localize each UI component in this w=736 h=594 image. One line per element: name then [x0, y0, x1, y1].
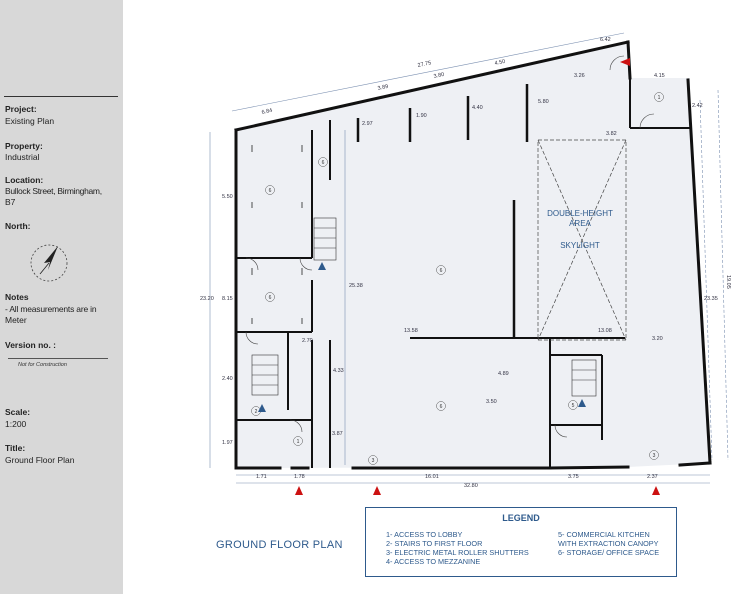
room-tag-label: 6: [439, 268, 443, 274]
project-label: Project:: [5, 104, 37, 114]
title-label: Title:: [5, 443, 26, 453]
dimension-pillar-d: 5.80: [538, 99, 549, 105]
wall: [680, 463, 710, 465]
divider: [8, 358, 108, 359]
notes-line-1: - All measurements are in: [5, 304, 97, 314]
legend-item: 5- COMMERCIAL KITCHEN: [558, 530, 650, 539]
dimension-top-f: 4.15: [654, 73, 665, 79]
dimension-small-w: 3.50: [486, 399, 497, 405]
dimension-top-b: 3.89: [377, 83, 389, 92]
dimension-right-inner: 23.35: [704, 296, 718, 302]
floor-plan-drawing: [123, 0, 736, 594]
version-label: Version no. :: [5, 340, 57, 350]
dimension-room-a: 2.40: [222, 376, 233, 382]
dimension-pillar-b: 1.90: [416, 113, 427, 119]
entrance-arrow-icon: [295, 486, 303, 495]
room-tag-label: 5: [571, 403, 575, 409]
project-value: Existing Plan: [5, 116, 55, 126]
version-value: Not for Construction: [18, 362, 67, 368]
dimension-office-h: 8.15: [222, 296, 233, 302]
notes-line-2: Meter: [5, 315, 27, 325]
dimension-top-overall: 27.75: [417, 60, 432, 69]
north-arrow-icon: [26, 240, 76, 286]
dimension-bottom-e: 2.37: [647, 474, 658, 480]
dimension-room-c: 1.97: [222, 440, 233, 446]
legend-box: [365, 507, 677, 577]
dimension-corridor-right: 13.08: [598, 328, 612, 334]
legend-item: 6- STORAGE/ OFFICE SPACE: [558, 548, 660, 557]
location-label: Location:: [5, 175, 44, 185]
room-tag-label: 3: [652, 453, 656, 459]
dimension-right-top: 2.42: [692, 103, 703, 109]
legend-item: 3- ELECTRIC METAL ROLLER SHUTTERS: [386, 548, 529, 557]
dimension-office-h2: 5.50: [222, 194, 233, 200]
dimension-bottom-a: 1.71: [256, 474, 267, 480]
dimension-room-b: 2.70: [302, 338, 313, 344]
legend-item: WITH EXTRACTION CANOPY: [558, 539, 659, 548]
dimension-corridor: 13.58: [404, 328, 418, 334]
notes-label: Notes: [5, 292, 29, 302]
dimension-top-e: 3.26: [574, 73, 585, 79]
dimension-bottom-d: 3.75: [568, 474, 579, 480]
entrance-arrow-icon: [373, 486, 381, 495]
legend-item: 4- ACCESS TO MEZZANINE: [386, 557, 481, 566]
dimension-bottom-overall: 32.80: [464, 483, 478, 489]
dimension-bottom-c: 16.01: [425, 474, 439, 480]
legend-title: LEGEND: [502, 513, 540, 523]
legend-item: 2- STAIRS TO FIRST FLOOR: [386, 539, 483, 548]
title-value: Ground Floor Plan: [5, 455, 75, 465]
legend-item: 1- ACCESS TO LOBBY: [386, 530, 463, 539]
location-line-1: Bullock Street, Birmingham,: [5, 186, 102, 196]
room-tag-label: 3: [371, 458, 375, 464]
dimension-right-overall: 19.05: [725, 275, 731, 289]
divider: [4, 96, 118, 97]
dimension-bottom-b: 1.78: [294, 474, 305, 480]
dimension-top-a: 6.84: [261, 107, 273, 116]
room-tag-label: 6: [439, 404, 443, 410]
property-label: Property:: [5, 141, 43, 151]
dimension-top-right: 6.42: [600, 37, 611, 43]
double-height-label: DOUBLE-HEIGHT: [547, 209, 613, 218]
plan-title: GROUND FLOOR PLAN: [216, 539, 343, 551]
dimension-right-small: 3.82: [606, 131, 617, 137]
room-tag-label: 2: [254, 409, 258, 415]
location-line-2: B7: [5, 197, 16, 207]
north-label: North:: [5, 221, 31, 231]
room-tag-label: 1: [657, 95, 661, 101]
scale-value: 1:200: [5, 419, 27, 429]
area-label: AREA: [569, 219, 591, 228]
room-tag-label: 1: [296, 439, 300, 445]
room-tag-label: 6: [268, 188, 272, 194]
property-value: Industrial: [5, 152, 40, 162]
dimension-top-c: 3.80: [433, 71, 445, 80]
dimension-stair-h: 4.33: [333, 368, 344, 374]
scale-label: Scale:: [5, 407, 31, 417]
dimension-mid-height: 25.38: [349, 283, 363, 289]
skylight-label: SKYLIGHT: [560, 241, 600, 250]
room-tag-label: 6: [321, 160, 325, 166]
dimension-ramp: 3.20: [652, 336, 663, 342]
dimension-left-overall: 23.20: [200, 296, 214, 302]
room-tag-label: 6: [268, 295, 272, 301]
dimension-top-d: 4.50: [494, 58, 506, 67]
title-block-sidebar: [0, 0, 123, 594]
wall: [550, 467, 628, 468]
dimension-pillar-c: 4.40: [472, 105, 483, 111]
entrance-arrow-icon: [652, 486, 660, 495]
dimension-corr-h: 4.89: [498, 371, 509, 377]
dimension-pillar-a: 2.97: [362, 121, 373, 127]
dimension-small-h: 3.87: [332, 431, 343, 437]
